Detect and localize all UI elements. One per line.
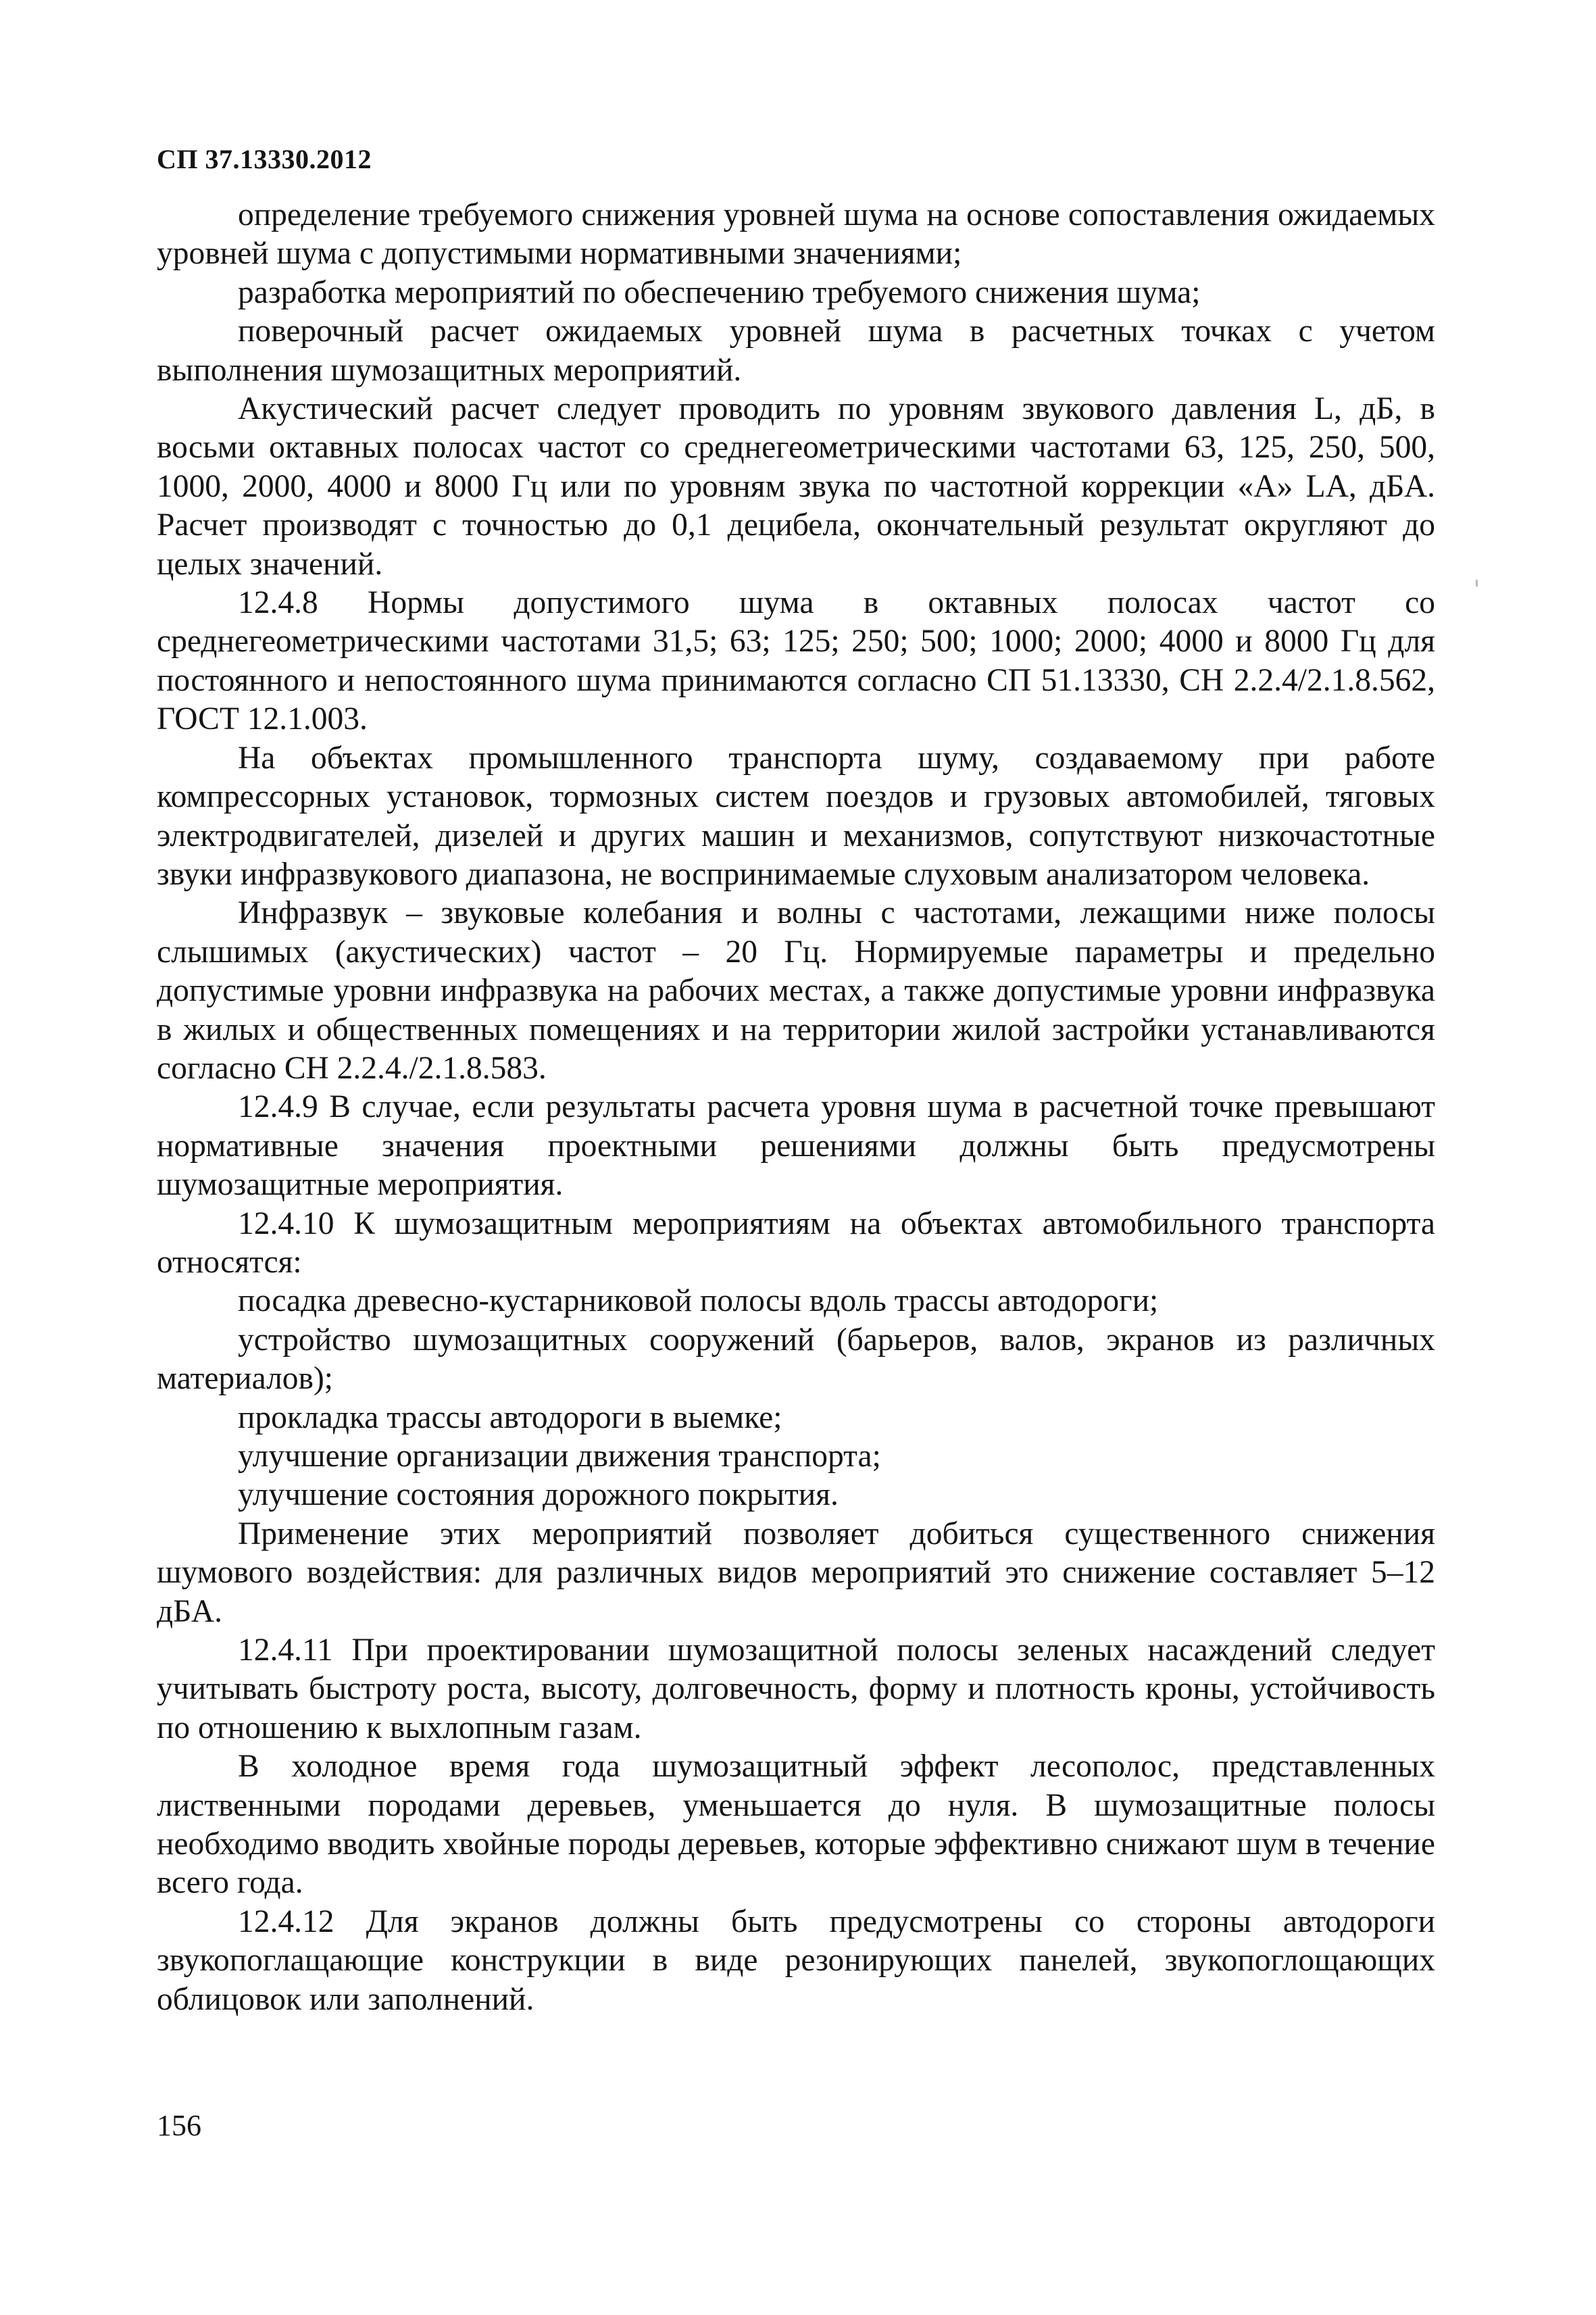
paragraph: 12.4.11 При проектировании шумозащитной полосы зеленых насаждений следует учитывать быстроту роста, высоту, долговечность, форму и плотность кроны, устойчивость по отношению к выхлопным газам. [157,1633,1435,1745]
paragraph: В холодное время года шумозащитный эффект лесополос, представленных лиственными породами деревьев, уменьшается до нуля. В шумозащитные полосы необходимо вводить хвойные породы деревьев, которые эффективно снижают шум в течение всего года. [157,1749,1435,1901]
paragraph: поверочный расчет ожидаемых уровней шума в расчетных точках с учетом выполнения шумозащитных мероприятий. [157,314,1435,388]
paragraph: 12.4.12 Для экранов должны быть предусмотрены со стороны автодороги звукопоглащающие конструкции в виде резонирующих панелей, звукопоглощающих облицовок или заполнений. [157,1903,1435,2017]
document-header: СП 37.13330.2012 [157,144,372,174]
paragraph: Инфразвук – звуковые колебания и волны с частотами, лежащими ниже полосы слышимых (акустических) частот – 20 Гц. Нормируемые параметры и предельно допустимые уровни инфразвука на рабочих местах, а также допустимые уровни инфразвука в жилых и общественных помещениях и на территории жилой застройки устанавливаются согласно СН 2.2.4./2.1.8.583. [157,895,1435,1086]
paragraph: посадка древесно-кустарниковой полосы вдоль трассы автодороги; [238,1283,1159,1319]
paragraph: прокладка трассы автодороги в выемке; [238,1399,782,1435]
paragraph: 12.4.8 Нормы допустимого шума в октавных полосах частот со среднегеометрическими частотами 31,5; 63; 125; 250; 500; 1000; 2000; 4000 и 8000 Гц для постоянного и непостоянного шума принимаются согласно СП 51.13330, СН 2.2.4/2.1.8.562, ГОСТ 12.1.003. [157,585,1435,737]
paragraph: Применение этих мероприятий позволяет добиться существенного снижения шумового воздействия: для различных видов мероприятий это снижение составляет 5–12 дБА. [157,1516,1435,1629]
paragraph: устройство шумозащитных сооружений (барьеров, валов, экранов из различных материалов); [157,1322,1435,1397]
paragraph: 12.4.9 В случае, если результаты расчета уровня шума в расчетной точке превышают нормативные значения проектными решениями должны быть предусмотрены шумозащитные мероприятия. [157,1089,1435,1203]
scan-artifact [1476,580,1478,587]
paragraph: 12.4.10 К шумозащитным мероприятиям на объектах автомобильного транспорта относятся: [157,1205,1435,1280]
paragraph: На объектах промышленного транспорта шуму, создаваемому при работе компрессорных установок, тормозных систем поездов и грузовых автомобилей, тяговых электродвигателей, дизелей и других машин и механизмов, сопутствуют низкочастотные звуки инфразвукового диапазона, не воспринимаемые слуховым анализатором человека. [157,740,1435,892]
paragraph: улучшение организации движения транспорта; [238,1439,881,1474]
paragraph: разработка мероприятий по обеспечению требуемого снижения шума; [238,274,1201,310]
page-number: 156 [157,2109,201,2142]
paragraph: определение требуемого снижения уровней шума на основе сопоставления ожидаемых уровней шума с допустимыми нормативными значениями; [157,197,1435,272]
paragraph: улучшение состояния дорожного покрытия. [238,1477,839,1513]
paragraph: Акустический расчет следует проводить по уровням звукового давления L, дБ, в восьми октавных полосах частот со среднегеометрическими частотами 63, 125, 250, 500, 1000, 2000, 4000 и 8000 Гц или по уровням звука по частотной коррекции «А» LA, дБА. Расчет производят с точностью до 0,1 децибела, окончательный результат округляют до целых значений. [157,391,1435,582]
document-body [157,196,1435,2019]
